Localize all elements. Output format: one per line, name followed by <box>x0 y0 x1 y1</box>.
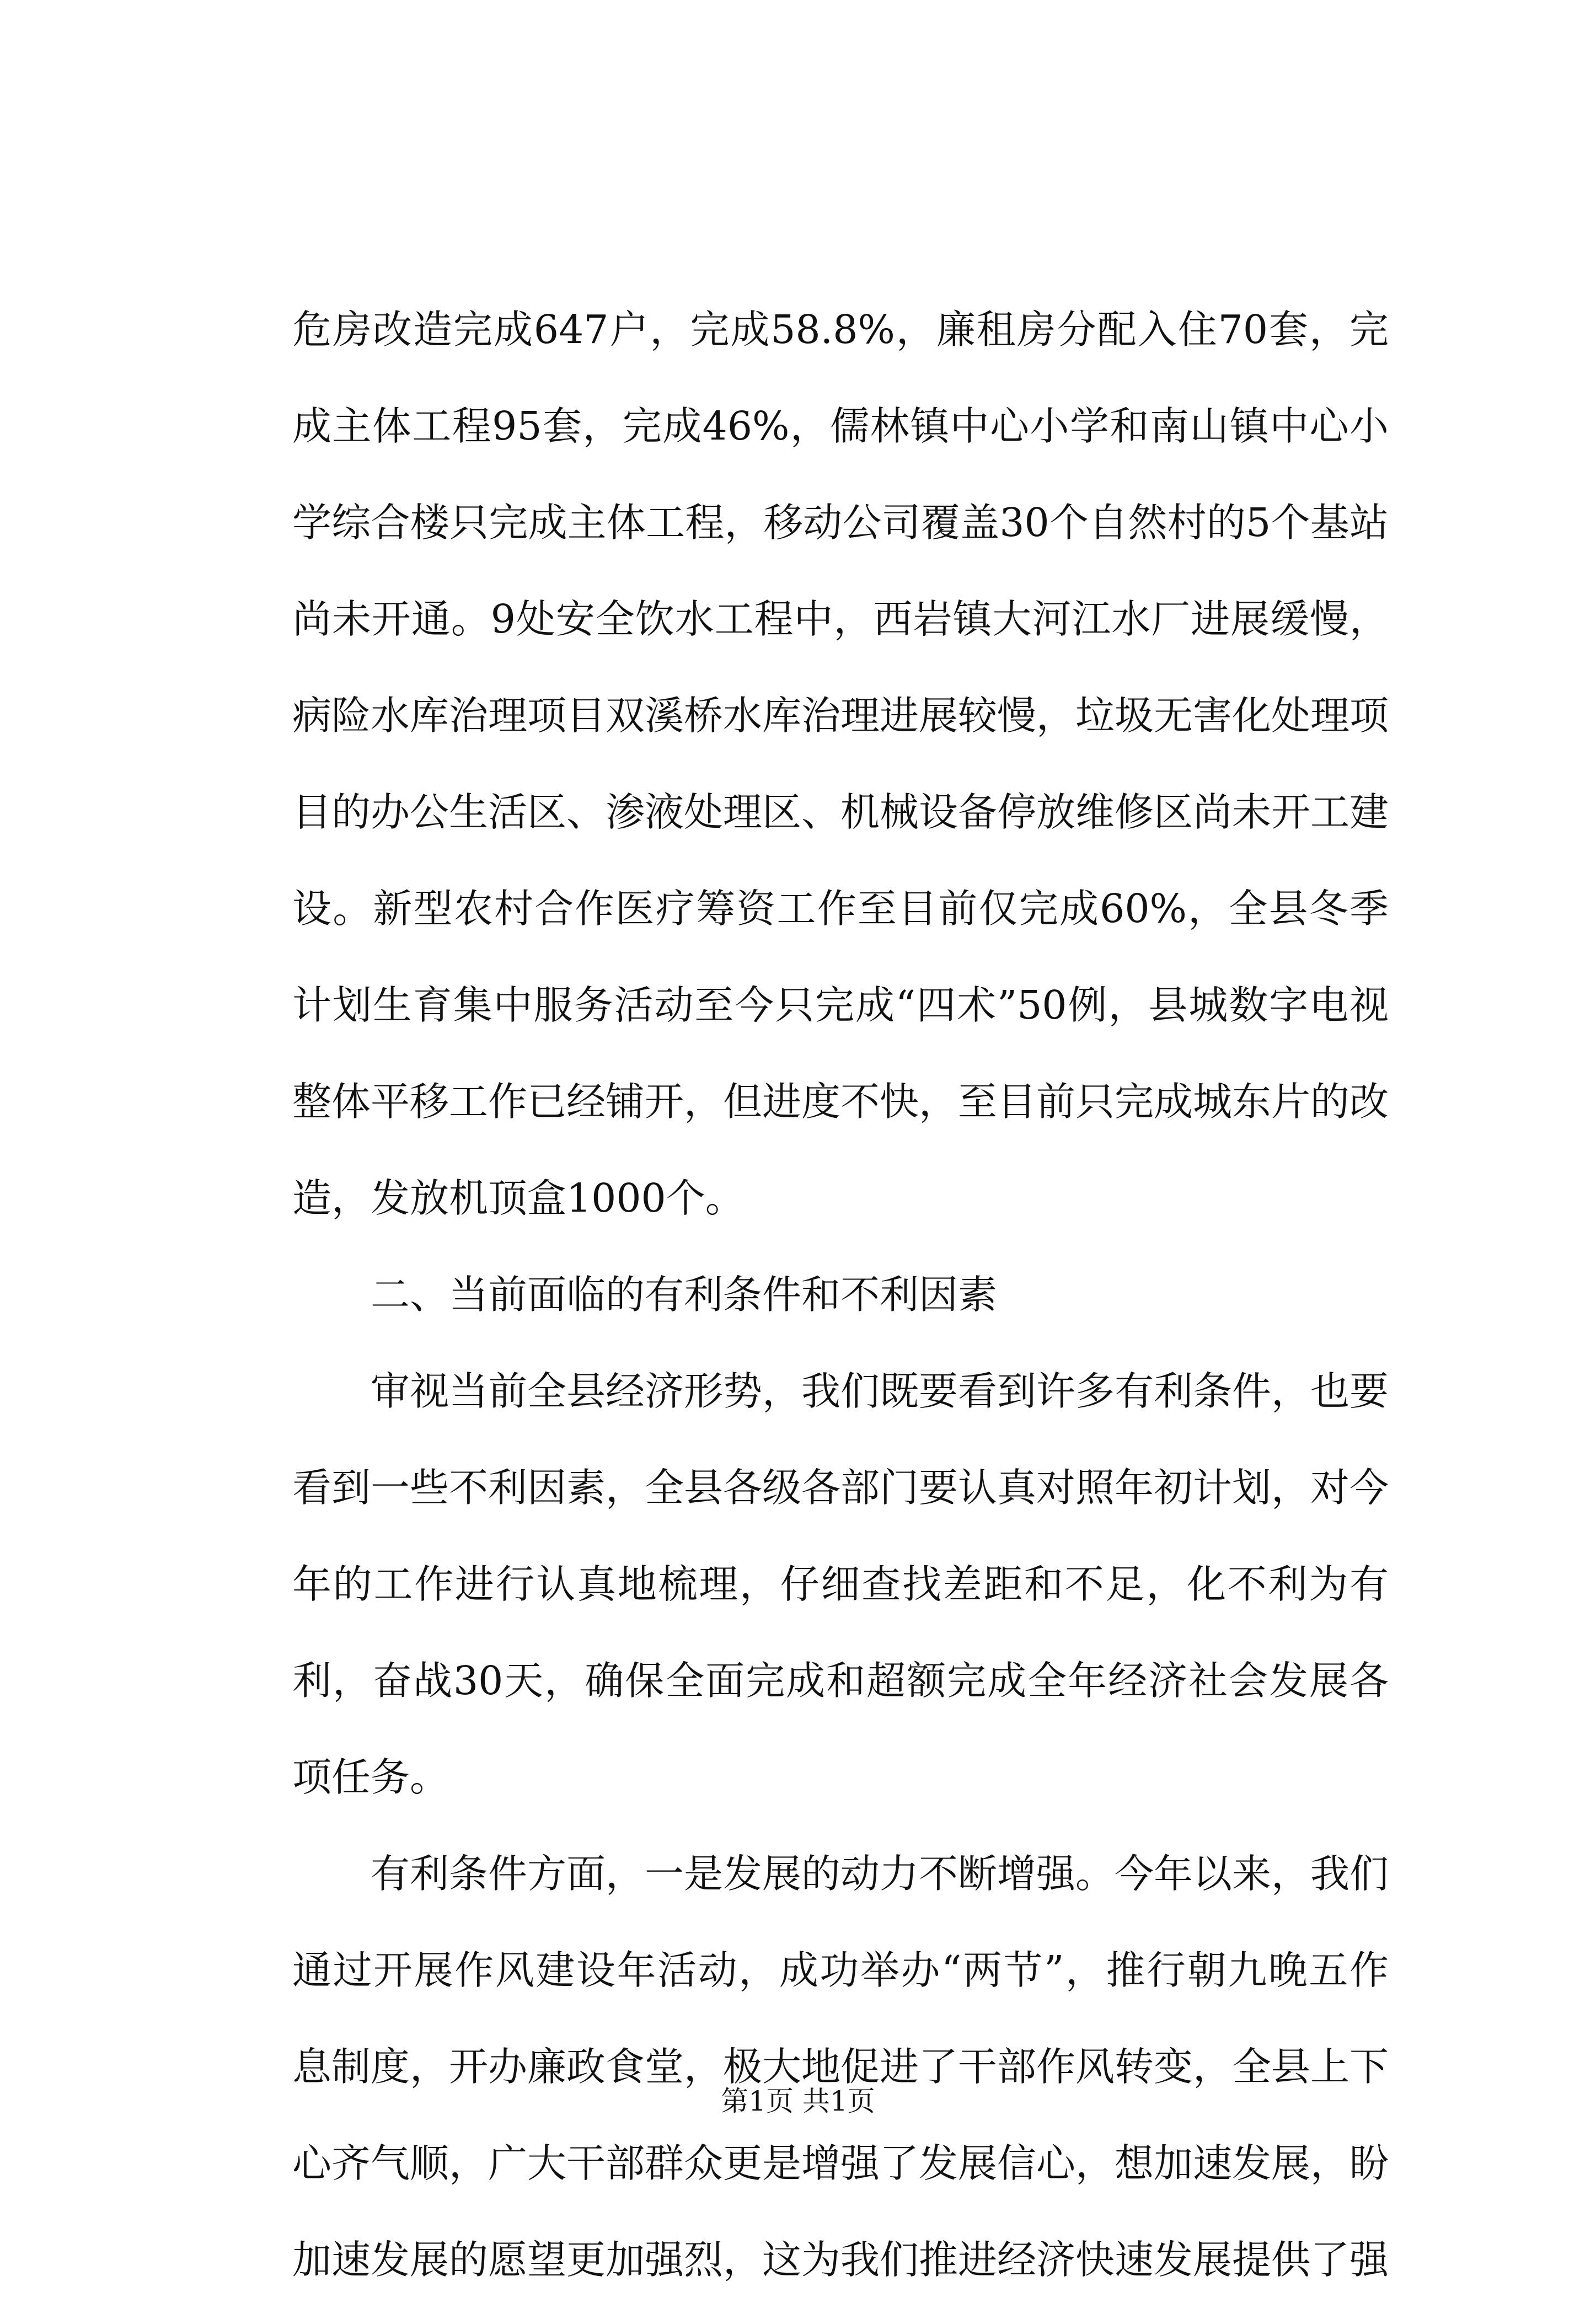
paragraph-progress-report: 危房改造完成647户，完成58.8%，廉租房分配入住70套，完成主体工程95套，完成46%，儒林镇中心小学和南山镇中心小学综合楼只完成主体工程，移动公司覆盖30个自然村的5个基站尚未开通。9处安全饮水工程中，西岩镇大河江水厂进展缓慢，病险水库治理项目双溪桥水库治理进展较慢，垃圾无害化处理项目的办公生活区、渗液处理区、机械设备停放维修区尚未开工建设。新型农村合作医疗筹资工作至目前仅完成60%，全县冬季计划生育集中服务活动至今只完成“四术”50例，县城数字电视整体平移工作已经铺开，但进度不快，至目前只完成城东片的改造，发放机顶盒1000个。 <box>292 307 1389 1221</box>
paragraph-economic-situation: 审视当前全县经济形势，我们既要看到许多有利条件，也要看到一些不利因素，全县各级各部门要认真对照年初计划，对今年的工作进行认真地梳理，仔细查找差距和不足，化不利为有利，奋战30天，确保全面完成和超额完成全年经济社会发展各项任务。 <box>292 1368 1389 1800</box>
section-heading-conditions: 二、当前面临的有利条件和不利因素 <box>371 1272 998 1318</box>
paragraph-favorable-conditions: 有利条件方面，一是发展的动力不断增强。今年以来，我们通过开展作风建设年活动，成功举办“两节”，推行朝九晚五作息制度，开办廉政食堂，极大地促进了干部作风转变，全县上下心齐气顺，广大干部群众更是增强了发展信心，想加速发展，盼加速发展的愿望更加强烈，这为我们推进经济快速发展提供了强 <box>292 1851 1389 2283</box>
page-footer: 第1页 共1页 <box>721 2085 875 2117</box>
document-body <box>292 281 1389 2308</box>
